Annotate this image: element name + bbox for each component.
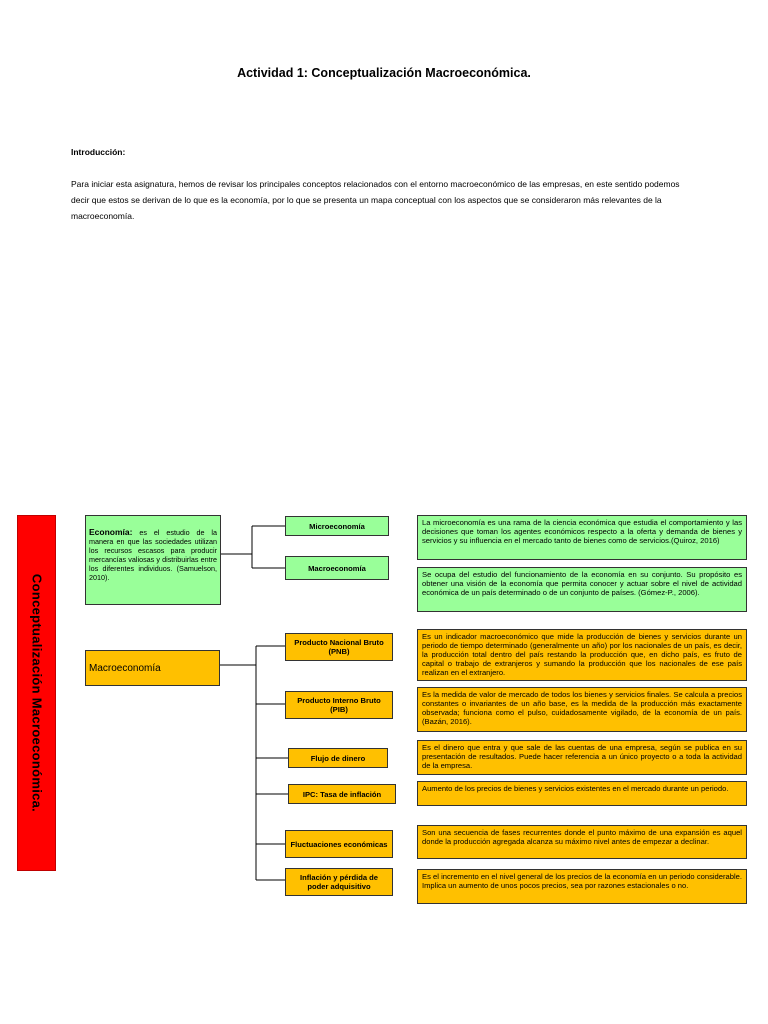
economia-definition-box — [85, 515, 221, 605]
fluctuaciones-node: Fluctuaciones económicas — [285, 830, 393, 858]
microeconomia-description: La microeconomía es una rama de la ciencia económica que estudia el comportamiento y las decisiones que toman los agentes económicos respecto a la oferta y demanda de bienes y servicios y su influencia en el mercado tanto de bienes como de servicios.(Quiroz, 2016) — [417, 515, 747, 560]
intro-paragraph: Para iniciar esta asignatura, hemos de revisar los principales conceptos relacionados con el entorno macroeconómico de las empresas, en este sentido podemos decir que estos se derivan de lo que es la economía, por lo que se presenta un mapa conceptual con los aspectos que se consideraron más relevantes de la macroeconomía. — [71, 179, 680, 221]
inflacion-node: Inflación y pérdida de poder adquisitivo — [285, 868, 393, 896]
economia-text: es el estudio de la manera en que las sociedades utilizan los recursos escasos para producir mercancías valiosas y distribuirlas entre los diferentes individuos. (Samuelson, 2010). — [89, 528, 217, 582]
economia-term: Economía: — [89, 527, 133, 537]
microeconomia-node: Microeconomía — [285, 516, 389, 536]
page-title: Actividad 1: Conceptualización Macroeconómica. — [237, 66, 531, 80]
ipc-node: IPC: Tasa de inflación — [288, 784, 396, 804]
side-title-text: Conceptualización Macroeconómica. — [29, 573, 44, 813]
pib-node: Producto Interno Bruto (PIB) — [285, 691, 393, 719]
pnb-node: Producto Nacional Bruto (PNB) — [285, 633, 393, 661]
flujo-de-dinero-node: Flujo de dinero — [288, 748, 388, 768]
inflacion-description: Es el incremento en el nivel general de los precios de la economía en un periodo considerable. Implica un aumento de unos pocos precios, sea por razones estacionales o no. — [417, 869, 747, 904]
macroeconomia-node: Macroeconomía — [285, 556, 389, 580]
macroeconomia-description: Se ocupa del estudio del funcionamiento de la economía en su conjunto. Su propósito es obtener una visión de la economía que permita conocer y actuar sobre el nivel de actividad económica de un país determinado o de un conjunto de países. (Gómez-P., 2006). — [417, 567, 747, 612]
ipc-description: Aumento de los precios de bienes y servicios existentes en el mercado durante un periodo. — [417, 781, 747, 806]
flujo-de-dinero-description: Es el dinero que entra y que sale de las cuentas de una empresa, según se publica en su presentación de resultados. Puede hacer referencia a un único proyecto o a toda la actividad de la empresa. — [417, 740, 747, 775]
intro-heading: Introducción: — [71, 147, 126, 157]
concept-map-side-title — [17, 515, 56, 871]
macroeconomia-main-node: Macroeconomía — [85, 650, 220, 686]
pib-description: Es la medida de valor de mercado de todos los bienes y servicios finales. Se calcula a precios constantes o invariantes de un año base, es la medida de la producción más exactamente observada; funciona como el pulso, cuidadosamente vigilado, de la economía de un país. (Bazán, 2016). — [417, 687, 747, 732]
fluctuaciones-description: Son una secuencia de fases recurrentes donde el punto máximo de una expansión es aquel donde la producción agregada alcanza su máximo nivel antes de empezar a declinar. — [417, 825, 747, 859]
pnb-description: Es un indicador macroeconómico que mide la producción de bienes y servicios durante un periodo de tiempo determinado (generalmente un año) por los nacionales de un país, es decir, la producción total dentro del país restando la producción que, en dicho país, es fruto de capital o trabajo de extranjeros y sumando la producción que los nacionales de ese país realizan en el extranjero. — [417, 629, 747, 681]
